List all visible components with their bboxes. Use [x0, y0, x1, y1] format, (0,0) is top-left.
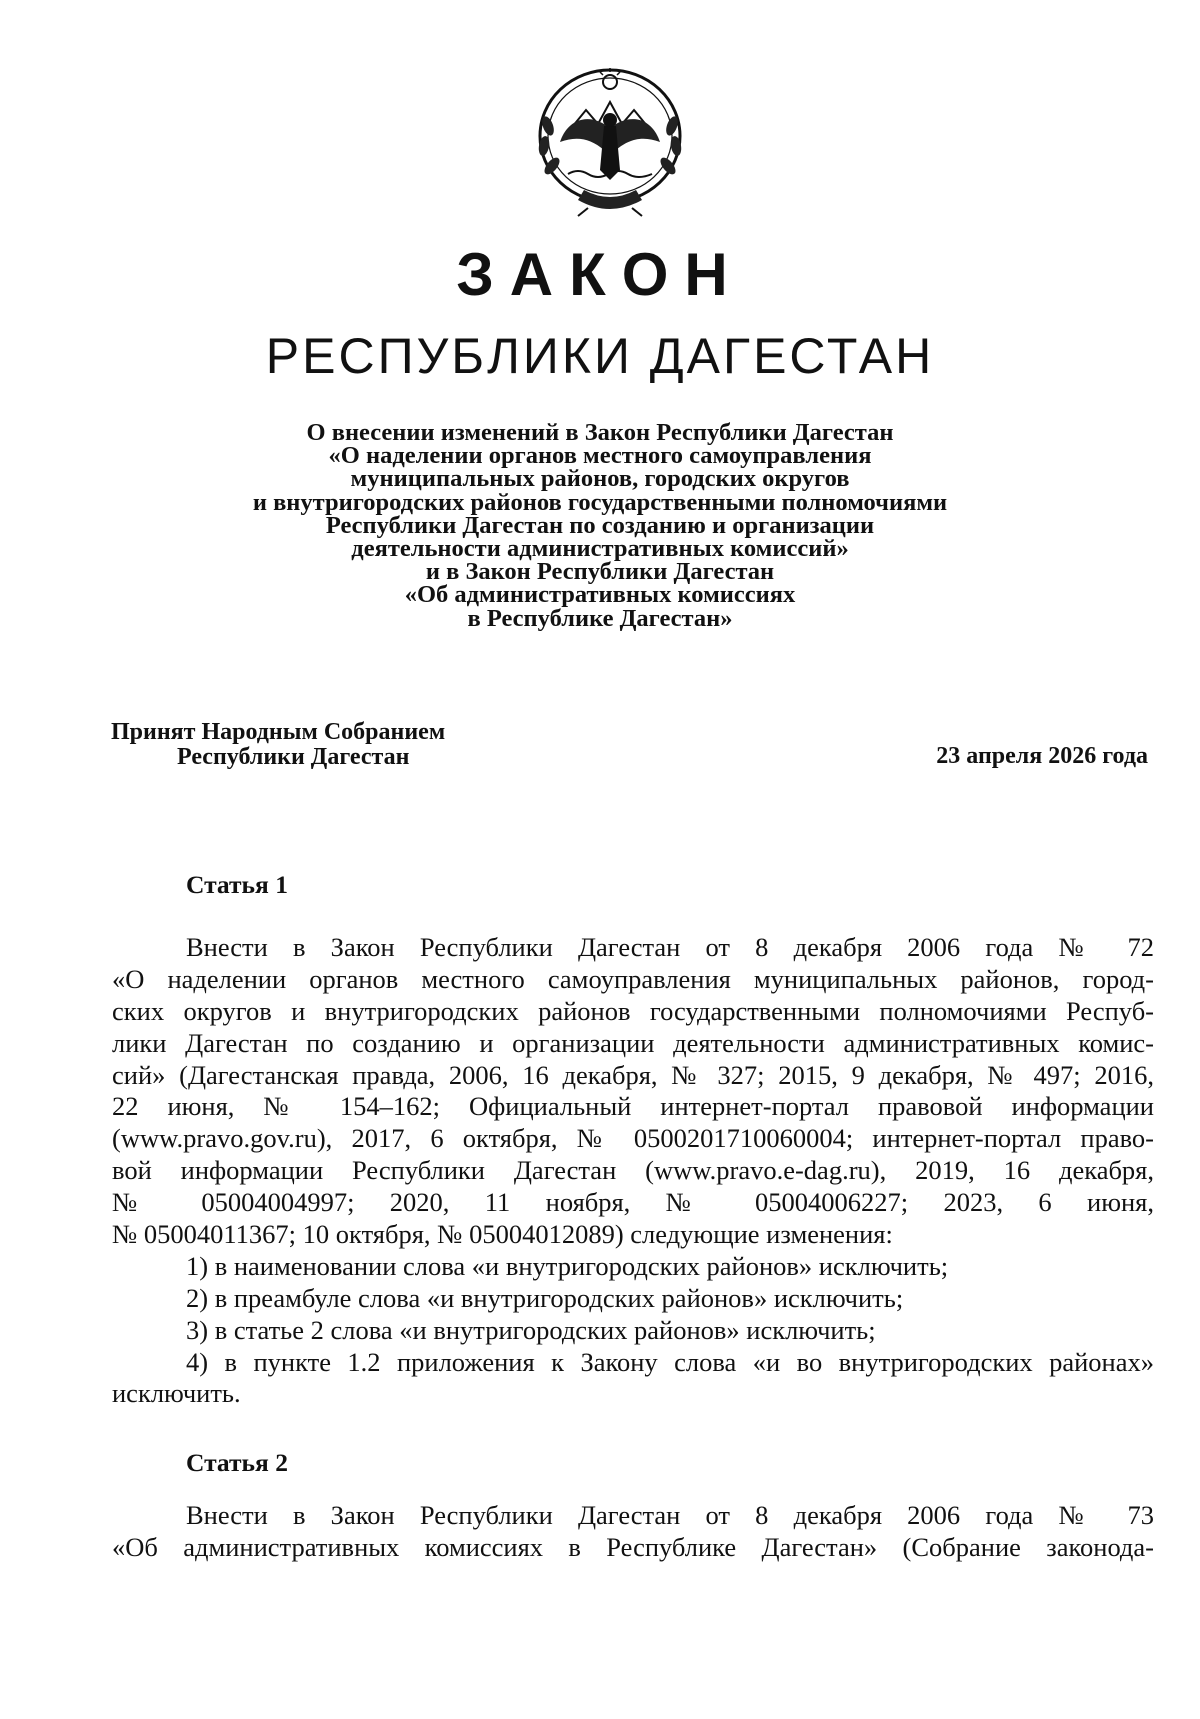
amendment-item: 3) в статье 2 слова «и внутригородских районов» исключить; — [186, 1314, 876, 1345]
adoption-authority-line: Республики Дагестан — [177, 744, 410, 770]
amendment-item: 4) в пункте 1.2 приложения к Закону слова «и во внутригородских районах» — [186, 1346, 1154, 1377]
law-title-line: в Республике Дагестан» — [467, 604, 733, 632]
article-1-line: сий» (Дагестанская правда, 2006, 16 декабря, № 327; 2015, 9 декабря, № 497; 2016, — [112, 1059, 1154, 1090]
article-1-line: № 05004004997; 2020, 11 ноября, № 05004006227; 2023, 6 июня, — [112, 1187, 1154, 1218]
law-title-line: О внесении изменений в Закон Республики Дагестан — [306, 419, 894, 446]
article-2-line: Внести в Закон Республики Дагестан от 8 декабря 2006 года № 73 — [186, 1500, 1154, 1530]
article-1-line: 22 июня, № 154–162; Официальный интернет-портал правовой информации — [112, 1091, 1154, 1122]
law-title — [100, 421, 1100, 630]
law-title-line: «О наделении органов местного самоуправления — [328, 442, 872, 470]
adoption-authority — [111, 720, 445, 770]
law-title-line: и внутригородских районов государственными полномочиями — [252, 488, 948, 516]
article-1-line: лики Дагестан по созданию и организации деятельности административных комис- — [112, 1027, 1154, 1058]
amendment-item: 1) в наименовании слова «и внутригородских районов» исключить; — [186, 1250, 949, 1281]
article-2-heading: Статья 2 — [186, 1448, 288, 1477]
document-type-heading: ЗАКОН — [456, 241, 744, 308]
amendment-item: 2) в преамбуле слова «и внутригородских районов» исключить; — [186, 1282, 904, 1313]
article-2-body — [112, 1500, 1154, 1564]
article-1-line: (www.pravo.gov.ru), 2017, 6 октября, № 0500201710060004; интернет-портал право- — [112, 1123, 1154, 1154]
law-title-line: «Об административных комиссиях — [404, 581, 796, 609]
coat-of-arms-of-dagestan-icon — [528, 62, 692, 218]
article-1-line: Внести в Закон Республики Дагестан от 8 декабря 2006 года № 72 — [186, 932, 1154, 962]
article-1-line: вой информации Республики Дагестан (www.pravo.e-dag.ru), 2019, 16 декабря, — [112, 1155, 1154, 1186]
law-title-line: муниципальных районов, городских округов — [350, 465, 850, 493]
adoption-date: 23 апреля 2026 года — [936, 743, 1148, 769]
article-1-heading: Статья 1 — [186, 870, 288, 899]
article-2-line: «Об административных комиссиях в Республике Дагестан» (Собрание законода- — [112, 1531, 1154, 1562]
adoption-authority-line: Принят Народным Собранием — [111, 719, 446, 745]
article-1-line: «О наделении органов местного самоуправления муниципальных районов, город- — [112, 963, 1154, 994]
amendment-item-continuation: исключить. — [112, 1378, 241, 1409]
article-1-line: № 05004011367; 10 октября, № 05004012089) следующие изменения: — [112, 1219, 893, 1250]
law-title-line: Республики Дагестан по созданию и организации — [325, 511, 875, 539]
republic-name-heading: РЕСПУБЛИКИ ДАГЕСТАН — [265, 328, 935, 384]
law-title-line: деятельности административных комиссий» — [351, 535, 849, 563]
article-1-body — [112, 932, 1154, 1410]
article-1-line: ских округов и внутригородских районов государственными полномочиями Респуб- — [112, 995, 1154, 1026]
law-title-line: и в Закон Республики Дагестан — [425, 558, 775, 586]
